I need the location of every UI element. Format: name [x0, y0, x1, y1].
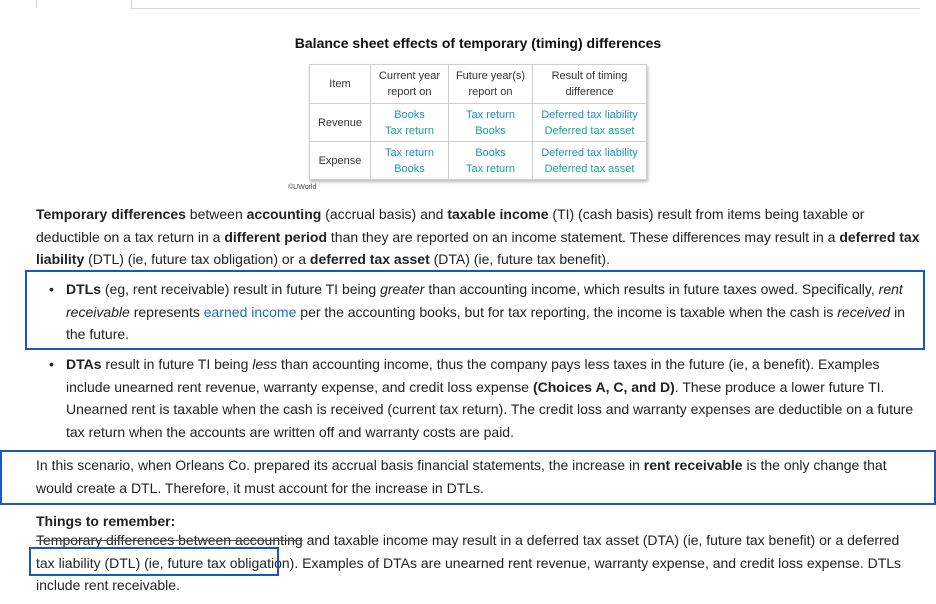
table-header-row — [310, 65, 647, 104]
row-result: Deferred tax liability Deferred tax asset — [533, 142, 647, 180]
header-item: Item — [310, 65, 371, 104]
list-item: • DTLs (eg, rent receivable) result in future TI being greater than accounting income, which results in future taxes owed. Specifically, rent receivable represents earned income per the accounting books, but for tax reporting, the income is taxable when the cash is received in the future. — [36, 278, 920, 346]
earned-income-link[interactable]: earned income — [203, 303, 297, 320]
table-row — [310, 142, 647, 180]
header-result: Result of timing difference — [533, 65, 647, 104]
row-future: Books Tax return — [449, 142, 533, 180]
explanation-paragraph: Temporary differences between accounting (accrual basis) and taxable income (TI) (cash basis) result from items being taxable or deductible on a tax return in a different period than they are reported on an income statement. These differences may result in a deferred tax liability (DTL) (ie, future tax obligation) or a deferred tax asset (DTA) (ie, future tax benefit). — [36, 206, 920, 267]
divider — [130, 8, 920, 9]
things-to-remember-heading: Things to remember: — [36, 513, 176, 529]
row-item: Revenue — [310, 104, 371, 142]
highlight-box-scenario — [0, 450, 936, 505]
row-item: Expense — [310, 142, 371, 180]
top-tab-bar — [0, 0, 936, 10]
tab-stub[interactable] — [36, 0, 132, 8]
highlight-box-liability — [29, 547, 279, 576]
copyright-credit: ©UWorld — [288, 184, 317, 191]
header-current: Current year report on — [371, 65, 449, 104]
header-future: Future year(s) report on — [449, 65, 533, 104]
highlight-box-dtl — [25, 270, 925, 350]
scenario-paragraph: In this scenario, when Orleans Co. prepared its accrual basis financial statements, the increase in rent receivable is the only change that would create a DTL. Therefore, it must account for the increase in DTLs. — [36, 457, 887, 496]
summary-paragraph: Temporary differences between accounting and taxable income may result in a deferred tax asset (DTA) (ie, future tax benefit) or a deferred tax liability (DTL) (ie, future tax obligation). Examples of DTAs are unearned rent revenue, warranty expense, and credit loss expense. DTLs include rent receivable. — [36, 532, 902, 593]
figure-title: Balance sheet effects of temporary (timing) differences — [294, 35, 662, 51]
dta-bullet-list — [36, 353, 920, 443]
row-result: Deferred tax liability Deferred tax asset — [533, 104, 647, 142]
list-item: • DTAs result in future TI being less than accounting income, thus the company pays less taxes in the future (ie, a benefit). Examples include unearned rent revenue, warranty expense, and credit loss expense (Choices A, C, and D). These produce a lower future TI. Unearned rent is taxable when the cash is received (current tax return). The credit loss and warranty expenses are deductible on a future tax return when the accounts are written off and warranty costs are paid. — [36, 353, 920, 443]
row-current: Books Tax return — [371, 104, 449, 142]
table-row — [310, 104, 647, 142]
timing-table — [309, 64, 647, 180]
row-current: Tax return Books — [371, 142, 449, 180]
row-future: Tax return Books — [449, 104, 533, 142]
